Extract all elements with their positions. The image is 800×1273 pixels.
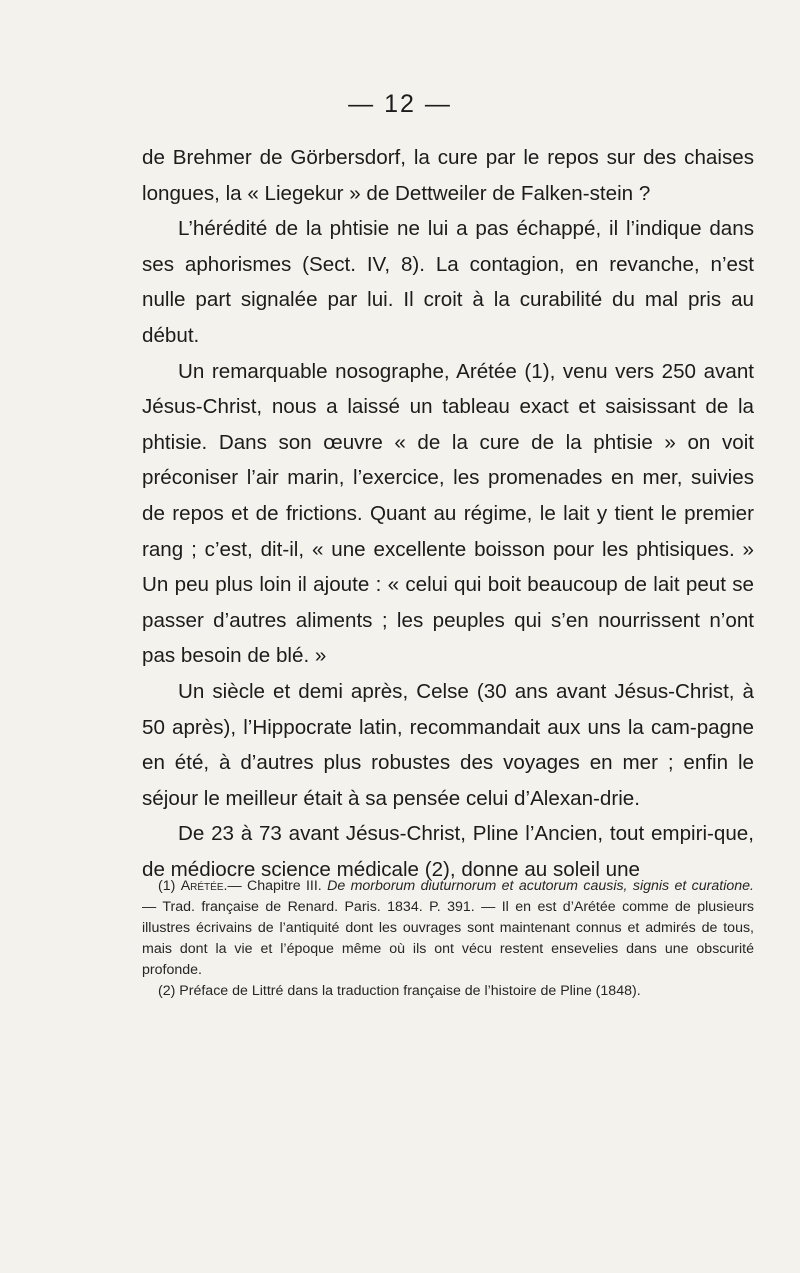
footnote-1-title: De morborum diuturnorum et acutorum causis, signis et curatione. [327, 878, 754, 894]
footnote-1-chapter: — Chapitre III. [227, 878, 322, 894]
footnote-1-text: — Trad. française de Renard. Paris. 1834. P. 391. — Il en est d’Arétée comme de plusieurs illustres écrivains de l’antiquité dont les ouvrages sont maintenant connus et admirés de tous, mais dont la vie et l’époque même où ils ont vécu restent ensevelies dans une obscurité profonde. [142, 899, 754, 978]
paragraph-1: de Brehmer de Görbersdorf, la cure par le repos sur des chaises longues, la « Liegekur » de Dettweiler de Falken-stein ? [142, 146, 754, 205]
page-number: — 12 — [348, 90, 452, 118]
footnote-2: (2) Préface de Littré dans la traduction française de l’histoire de Pline (1848). [158, 983, 641, 999]
footnote-1-marker: (1) [158, 878, 176, 894]
footnote-1 [142, 876, 754, 981]
footnotes [142, 876, 754, 1002]
main-text [142, 140, 754, 887]
paragraph-5: De 23 à 73 avant Jésus-Christ, Pline l’Ancien, tout empiri-que, de médiocre science médicale (2), donne au soleil une [142, 822, 754, 881]
footnote-1-author: Arétée. [180, 878, 228, 894]
paragraph-4: Un siècle et demi après, Celse (30 ans avant Jésus-Christ, à 50 après), l’Hippocrate latin, recommandait aux uns la cam-pagne en été, à d’autres plus robustes des voyages en mer ; enfin le séjour le meilleur était à sa pensée celui d’Alexan-drie. [142, 679, 754, 810]
paragraph-2: L’hérédité de la phtisie ne lui a pas échappé, il l’indique dans ses aphorismes (Sect. IV, 8). La contagion, en revanche, n’est nulle part signalée par lui. Il croit à la curabilité du mal pris au début. [142, 217, 754, 347]
paragraph-3: Un remarquable nosographe, Arétée (1), venu vers 250 avant Jésus-Christ, nous a laissé un tableau exact et saisissant de la phtisie. Dans son œuvre « de la cure de la phtisie » on voit préconiser l’air marin, l’exercice, les promenades en mer, suivies de repos et de frictions. Quant au régime, le lait y tient le premier rang ; c’est, dit-il, « une excellente boisson pour les phtisiques. » Un peu plus loin il ajoute : « celui qui boit beaucoup de lait peut se passer d’autres aliments ; les peuples qui s’en nourrissent n’ont pas besoin de blé. » [142, 359, 754, 668]
